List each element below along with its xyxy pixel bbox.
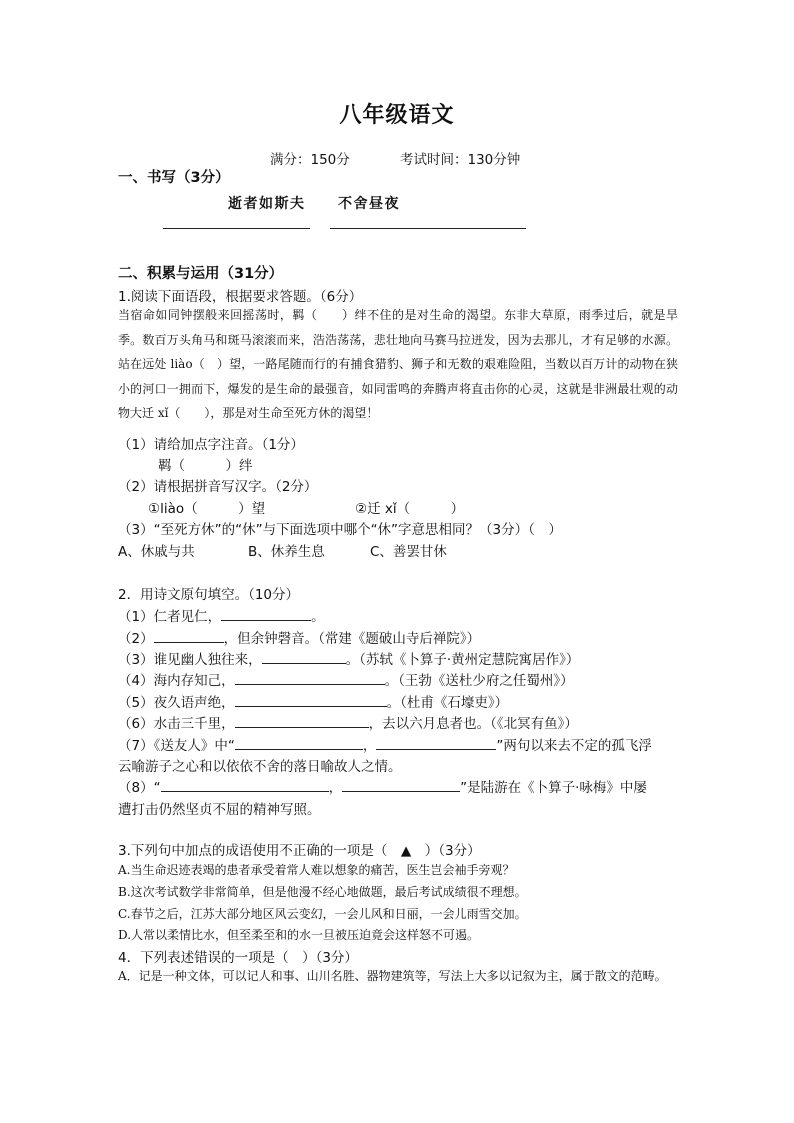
q1-option-a[interactable]: A、休戚与共	[118, 544, 195, 560]
blank-8b[interactable]	[342, 777, 460, 792]
blank-7a[interactable]	[235, 735, 363, 750]
q2-line6	[118, 712, 578, 732]
q1-sub2: （2）请根据拼音写汉字。（2分）	[118, 479, 318, 495]
q1-sub1-answer[interactable]: 羁（ ）绊	[158, 458, 253, 474]
q2-line2	[118, 627, 480, 647]
q1-sub2-answer-a[interactable]: ①liào（ ）望	[148, 501, 266, 517]
q3-option-d[interactable]: D.人常以柔情比水，但至柔至和的水一旦被压迫竟会这样怒不可遏。	[118, 928, 480, 942]
blank-3[interactable]	[262, 649, 346, 664]
blank-2[interactable]	[154, 628, 224, 643]
blank-5[interactable]	[235, 692, 387, 707]
q2-line3-end: 。（苏轼《卜算子·黄州定慧院寓居作》）	[345, 652, 580, 668]
blank-1[interactable]	[221, 606, 311, 621]
q1-sub2-answer-b[interactable]: ②迁 xǐ（ ）	[355, 501, 465, 517]
blank-8a[interactable]	[161, 777, 329, 792]
q1-option-b[interactable]: B、休养生息	[248, 544, 325, 560]
full-score: 满分：150分	[270, 152, 350, 168]
q2-line3-text: （3）谁见幽人独往来，	[118, 652, 262, 668]
q1-option-c[interactable]: C、善罢甘休	[370, 544, 447, 560]
blank-6[interactable]	[235, 713, 369, 728]
writing-line-1[interactable]	[163, 228, 310, 229]
q2-line2-end: ，但余钟磬音。（常建《题破山寺后禅院》）	[223, 631, 481, 647]
q2-line7-text: （7）《送友人》中“	[118, 738, 235, 754]
section1-heading: 一、书写（3分）	[118, 170, 230, 186]
q2-line1-end: 。	[311, 609, 325, 625]
section2-heading: 二、积累与运用（31分）	[118, 266, 284, 282]
q2-line4-end: 。（王勃《送杜少府之任蜀州》）	[384, 673, 574, 689]
q2-line5-end: 。（杜甫《石壕吏》）	[386, 695, 509, 711]
q2-stem: 2．用诗文原句填空。（10分）	[118, 587, 300, 603]
q2-line5	[118, 691, 508, 711]
q4-option-a[interactable]: A．记是一种文体，可以记人和事、山川名胜、器物建筑等，写法上大多以记叙为主，属于散文的范畴。	[118, 969, 667, 983]
q2-line3	[118, 648, 579, 668]
writing-line-2[interactable]	[330, 228, 526, 229]
q2-line6-end: ，去以六月息者也。（《北冥有鱼》）	[368, 716, 578, 732]
q2-line4	[118, 669, 574, 689]
q2-line7-end: ”两句以来去不定的孤飞浮	[496, 738, 652, 754]
q1-stem: 1.阅读下面语段，根据要求答题。（6分）	[118, 289, 363, 305]
copy-phrase-2: 不舍昼夜	[338, 196, 400, 212]
q1-sub3: （3）“至死方休”的“休”与下面选项中哪个“休”字意思相同？（3分）（ ）	[118, 522, 562, 538]
q2-line1-text: （1）仁者见仁，	[118, 609, 222, 625]
q2-line7	[118, 734, 652, 754]
q2-line4-text: （4）海内存知己，	[118, 673, 235, 689]
q2-line8-end: ”是陆游在《卜算子·咏梅》中屡	[460, 780, 647, 796]
q3-option-c[interactable]: C.春节之后，江苏大部分地区风云变幻，一会儿风和日丽，一会儿雨雪交加。	[118, 907, 527, 921]
q2-line2-text: （2）	[118, 631, 154, 647]
blank-4[interactable]	[235, 670, 385, 685]
q2-line8-text: （8）“	[118, 780, 161, 796]
q1-passage: 当宿命如同钟摆般来回摇荡时，羁（ ）绊不住的是对生命的渴望。东非大草原，雨季过后，就是旱季。数百万头角马和斑马滚滚而来，浩浩荡荡，悲壮地向马赛马拉迸发，因为去那儿，才有足够的水源。站在远处 liào（ ）望，一路尾随而行的有捕食猎豹、狮子和无数的艰难险阻，当数以百万计的动物在狭小的河口一拥而下，爆发的是生命的最强音，如同雷鸣的奔腾声将直击你的心灵，这就是非洲最壮观的动物大迁 xǐ（ ），那是对生命至死方休的渴望！	[118, 308, 678, 420]
blank-7b[interactable]	[376, 735, 496, 750]
copy-phrase-1: 逝者如斯夫	[228, 196, 306, 212]
q3-option-b[interactable]: B.这次考试数学非常简单，但是他漫不经心地做题，最后考试成绩很不理想。	[118, 885, 527, 899]
q2-line7-cont: 云喻游子之心和以依依不舍的落日喻故人之情。	[118, 759, 402, 775]
q4-stem: 4．下列表述错误的一项是（ ）（3分）	[118, 950, 358, 966]
page-title: 八年级语文	[339, 103, 455, 128]
q1-sub1: （1）请给加点字注音。（1分）	[118, 437, 304, 453]
q2-line8-comma: ，	[328, 780, 343, 796]
q2-line1	[118, 605, 325, 625]
q3-option-a[interactable]: A.当生命迟迹表竭的患者承受着常人难以想象的痛苦，医生岂会袖手旁观？	[118, 863, 515, 877]
q3-stem: 3.下列句中加点的成语使用不正确的一项是（ ▲ ）（3分）	[118, 843, 481, 859]
q2-line6-text: （6）水击三千里，	[118, 716, 235, 732]
q2-line7-comma: ，	[362, 738, 377, 754]
q2-line8-cont: 遭打击仍然坚贞不屈的精神写照。	[118, 802, 321, 818]
q2-line5-text: （5）夜久语声绝，	[118, 695, 235, 711]
q2-line8	[118, 776, 647, 796]
exam-time: 考试时间：130分钟	[400, 152, 521, 168]
